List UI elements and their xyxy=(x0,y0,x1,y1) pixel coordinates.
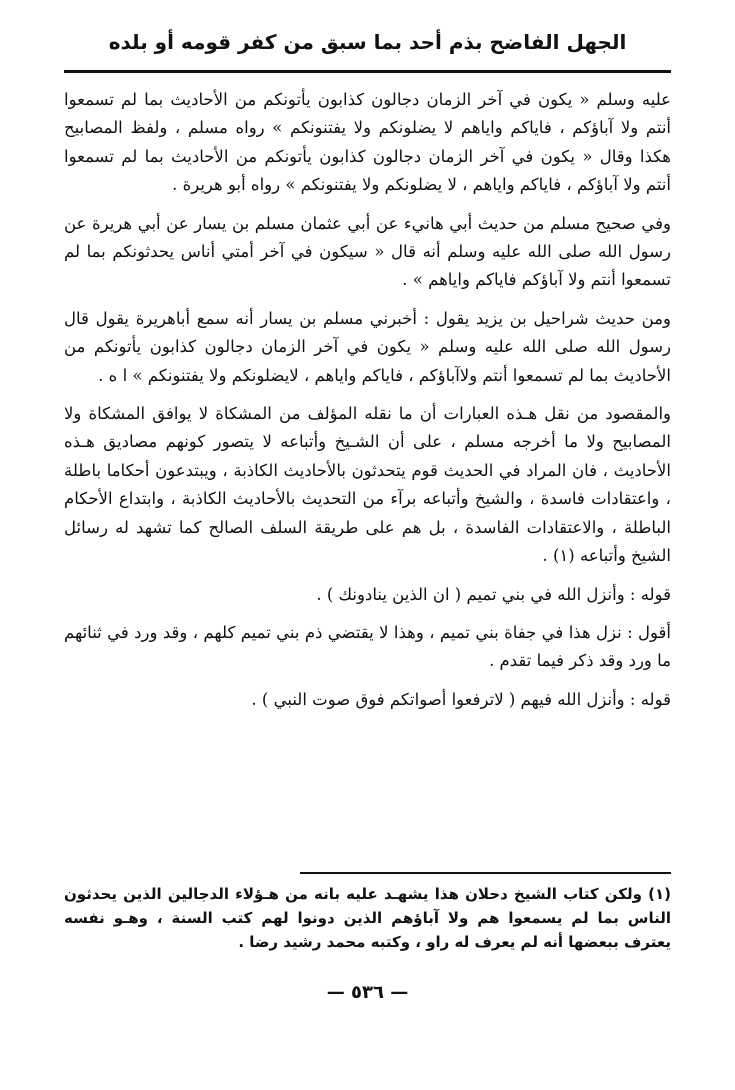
paragraph-1: عليه وسلم « يكون في آخر الزمان دجالون كذابون يأتونكم من الأحاديث بما لم تسمعوا أنتم ولا آباؤكم ، فاياكم واياهم لا يضلونكم ولا يفتنونكم » رواه مسلم ، ولفظ المصابيح هكذا وقال « يكون في آخر الزمان دجالون كذابون يأتونكم من الأحاديث بما لم تسمعوا أنتم ولا آباؤكم ، فاياكم واياهم ، لا يضلونكم ولا يفتنونكم » رواه أبو هريرة . xyxy=(64,90,671,195)
paragraph-7: قوله : وأنزل الله فيهم ( لاترفعوا أصواتكم فوق صوت النبي ) . xyxy=(251,689,671,709)
header-divider xyxy=(64,70,671,73)
paragraph-3: ومن حديث شراحيل بن يزيد يقول : أخبرني مسلم بن يسار أنه سمع أباهريرة يقول قال رسول الله صلى الله عليه وسلم « يكون في آخر الزمان دجالون كذابون يأتونكم من الأحاديث بما لم تسمعوا أنتم ولاآباؤكم ، فاياكم واياهم ، لايضلونكم ولا يفتنونكم » ا ه . xyxy=(64,308,671,385)
footnote: (١) ولكن كتاب الشيخ دحلان هذا يشهـد عليه بانه من هـؤلاء الدجالين الذين يحدثون الناس بما لم يسمعوا هم ولا آباؤهم الذين دونوا لهم كتب السنة ، وهـو نفسه يعترف ببعضها أنه لم يعرف له راو ، وكتبه محمد رشيد رضا . xyxy=(64,885,671,951)
paragraph-5: قوله : وأنزل الله في بني تميم ( ان الذين ينادونك ) . xyxy=(316,584,671,604)
footnote-divider xyxy=(300,872,671,874)
page-number: — ٥٣٦ — xyxy=(326,982,409,1003)
paragraph-2: وفي صحيح مسلم من حديث أبي هانيء عن أبي عثمان مسلم بن يسار عن أبي هريرة عن رسول الله صلى الله عليه وسلم أنه قال « سيكون في آخر أمتي أناس يحدثونكم بما لم تسمعوا أنتم ولا آباؤكم فاياكم واياهم » . xyxy=(64,213,671,290)
paragraph-4: والمقصود من نقل هـذه العبارات أن ما نقله المؤلف من المشكاة لا يوافق المشكاة ولا المصابيح ولا ما أخرجه مسلم ، على أن الشـيخ وأتباعه لا يتصور كونهم مصاديق هـذه الأحاديث ، فان المراد في الحديث قوم يتحدثون بالأحاديث الكاذبة ، ويبتدعون أحكاما باطلة ، واعتقادات فاسدة ، والشيخ وأتباعه برآء من التحديث بالأحاديث الكاذبة ، وابتداع الأحكام الباطلة ، والاعتقادات الفاسدة ، بل هم على طريقة السلف الصالح كما تشهد له رسائل الشيخ وأتباعه (١) . xyxy=(64,404,671,566)
running-header-title: الجهل الفاضح بذم أحد بما سبق من كفر قومه أو بلده xyxy=(108,30,627,54)
main-text xyxy=(64,86,671,714)
paragraph-6: أقول : نزل هذا في جفاة بني تميم ، وهذا لا يقتضي ذم بني تميم كلهم ، وقد ورد في ثنائهم ما ورد وقد ذكر فيما تقدم . xyxy=(64,622,671,671)
